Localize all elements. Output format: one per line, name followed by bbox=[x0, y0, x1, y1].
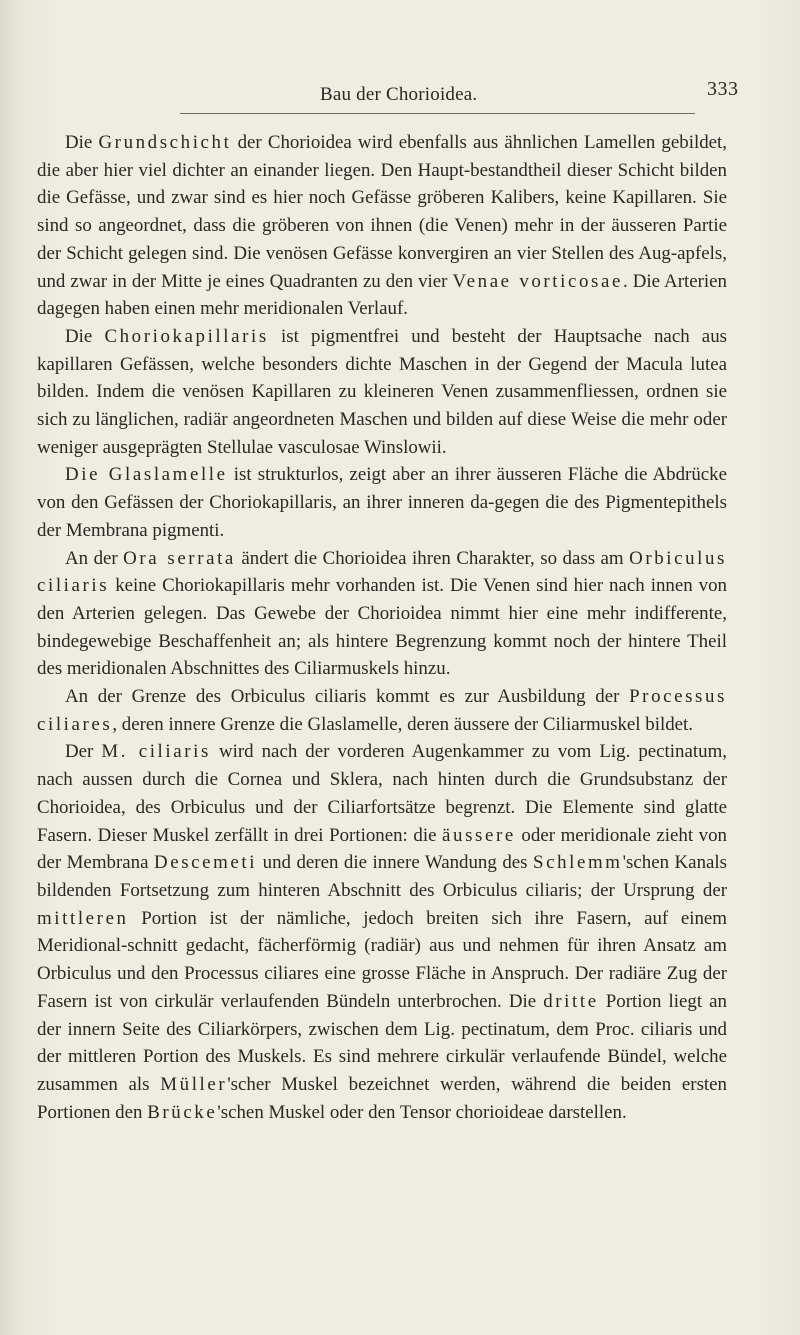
text-run: wird nach der vorderen Augenkammer zu vom Lig. pectinatum, nach aussen durch die Cornea und Sklera, nach hinten durch die Grundsubstanz der Chorioidea, des Orbiculus und der Ciliarfortsätze begrenzt. Die Elemente sind glatte Fasern. Dieser Muskel zerfällt in drei Portionen: die bbox=[37, 741, 727, 846]
text-run: 'schen Kanals bildenden Fortsetzung zum hinteren Abschnitt des Orbiculus ciliaris; der Ursprung der bbox=[37, 852, 727, 901]
text-run: 'schen Muskel oder den Tensor chorioideae darstellen. bbox=[217, 1101, 627, 1123]
spaced-term: Processus ciliares bbox=[37, 686, 727, 735]
text-column bbox=[37, 129, 727, 1126]
spaced-term: Choriokapillaris bbox=[104, 325, 269, 347]
text-run: keine Choriokapillaris mehr vorhanden ist. Die Venen sind hier nach innen von den Arterien gelegen. Das Gewebe der Chorioidea nimmt hier eine mehr indifferente, bindegewebige Beschaffenheit an; als hintere Begrenzung kommt noch der hintere Theil des meridionalen Abschnittes des Ciliarmuskels hinzu. bbox=[37, 575, 727, 680]
text-run: Die bbox=[65, 325, 105, 347]
page-number: 333 bbox=[707, 78, 739, 100]
spaced-term: Venae vorticosae bbox=[452, 270, 623, 292]
text-run: 'scher Muskel bezeichnet werden, während die beiden ersten Portionen den bbox=[37, 1073, 727, 1123]
paragraph-musculus-ciliaris bbox=[37, 738, 727, 1126]
spaced-term: dritte bbox=[543, 990, 599, 1012]
text-run: Portion ist der nämliche, jedoch breiten sich ihre Fasern, auf einem Meridional-schnitt gedacht, fächerförmig (radiär) aus und nehmen für ihren Ansatz am Orbiculus und den Processus ciliares eine grosse Fläche in Anspruch. Der radiäre Zug der Fasern ist von cirkulär verlaufenden Bündeln unterbrochen. Die bbox=[37, 907, 727, 1012]
text-run: Die bbox=[65, 132, 99, 153]
running-title: Bau der Chorioidea. bbox=[320, 84, 478, 105]
spaced-term: Schlemm bbox=[533, 852, 623, 874]
spaced-term: Brücke bbox=[147, 1101, 218, 1123]
spaced-term: Ora serrata bbox=[123, 547, 236, 569]
paragraph-glaslamelle bbox=[37, 461, 727, 544]
text-run: oder meridionale zieht von der Membrana bbox=[37, 824, 727, 874]
paragraph-choriokapillaris bbox=[37, 323, 727, 462]
spaced-term: M. ciliaris bbox=[101, 741, 211, 763]
text-run: An der bbox=[65, 547, 124, 569]
text-run: der Chorioidea wird ebenfalls aus ähnlichen Lamellen gebildet, die aber hier viel dichter an einander liegen. Den Haupt-bestandtheil dieser Schicht bilden die Gefässe, und zwar sind es hier noch Gefässe gröberen Kalibers, keine Kapillaren. Sie sind so angeordnet, dass die gröberen von ihnen (die Venen) mehr in der äusseren Partie der Schicht gelegen sind. Die venösen Gefässe konvergiren an vier Stellen des Aug-apfels, und zwar in der Mitte je eines Quadranten zu den vier bbox=[37, 132, 728, 292]
paragraph-grundschicht bbox=[37, 129, 727, 323]
spaced-term: mittleren bbox=[37, 907, 129, 929]
text-run: Portion liegt an der innern Seite des Ciliarkörpers, zwischen dem Lig. pectinatum, dem Proc. ciliaris und der mittleren Portion des Muskels. Es sind mehrere cirkulär verlaufende Bündel, welche zusammen als bbox=[37, 990, 727, 1095]
text-run: und deren die innere Wandung des bbox=[257, 852, 534, 874]
paragraph-ora-serrata bbox=[37, 545, 727, 684]
running-head bbox=[0, 78, 800, 114]
paragraph-processus-ciliares bbox=[37, 683, 727, 738]
spaced-term: Die Glaslamelle bbox=[65, 464, 228, 486]
text-run: ist strukturlos, zeigt aber an ihrer äusseren Fläche die Abdrücke von den Gefässen der Choriokapillaris, an ihrer inneren da-gegen die des Pigmentepithels der Membrana pigmenti. bbox=[37, 464, 727, 541]
text-run: , deren innere Grenze die Glaslamelle, deren äussere der Ciliarmuskel bildet. bbox=[112, 713, 693, 735]
text-run: ändert die Chorioidea ihren Charakter, so dass am bbox=[235, 547, 630, 569]
header-rule bbox=[180, 113, 695, 114]
text-run: Der bbox=[65, 741, 102, 763]
spaced-term: Müller bbox=[160, 1073, 228, 1095]
spaced-term: Descemeti bbox=[153, 852, 258, 874]
text-run: . Die Arterien dagegen haben einen mehr meridionalen Verlauf. bbox=[37, 270, 727, 320]
spaced-term: äussere bbox=[442, 824, 516, 846]
spaced-term: Orbiculus ciliaris bbox=[37, 547, 727, 597]
text-run: ist pigmentfrei und besteht der Hauptsache nach aus kapillaren Gefässen, welche besonders dichte Maschen in der Gegend der Macula lutea bilden. Indem die venösen Kapillaren zu kleineren Venen zusammenfliessen, ordnen sie sich zu länglichen, radiär angeordneten Maschen und bilden auf diese Weise die mehr oder weniger ausgeprägten Stellulae vasculosae Winslowii. bbox=[37, 325, 727, 458]
spaced-term: Grundschicht bbox=[98, 132, 232, 153]
text-run: An der Grenze des Orbiculus ciliaris kommt es zur Ausbildung der bbox=[65, 686, 630, 708]
